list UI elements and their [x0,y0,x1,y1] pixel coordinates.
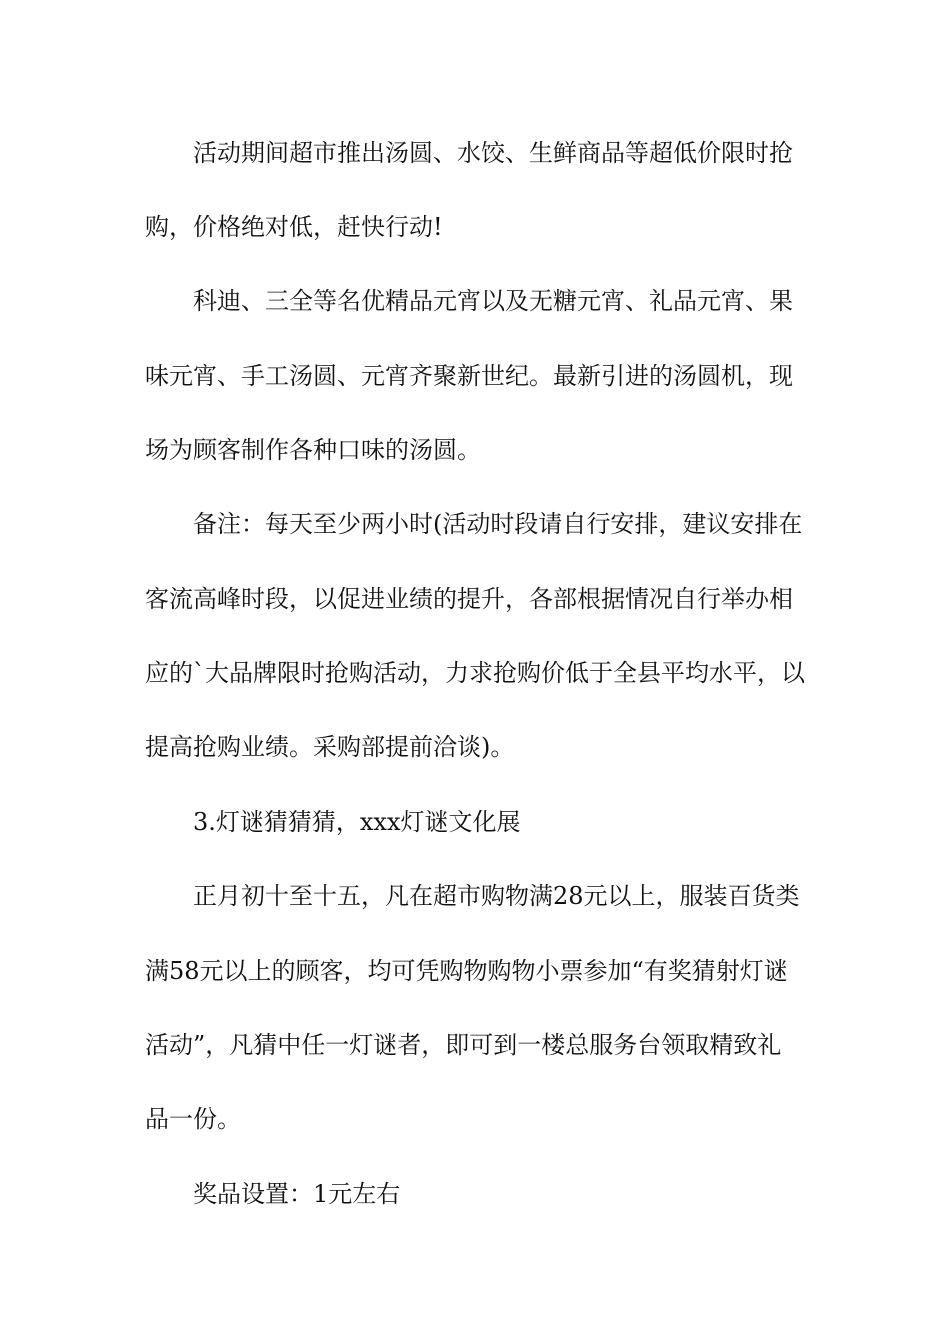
text-line: 活动期间超市推出汤圆、水饺、生鲜商品等超低价限时抢 [193,139,793,167]
text-line: 购，价格绝对低，赶快行动! [145,213,443,241]
text-line: 备注：每天至少两小时(活动时段请自行安排，建议安排在 [193,510,803,538]
text-line: 应的`大品牌限时抢购活动，力求抢购价低于全县平均水平，以 [145,659,805,687]
text-line: 满58元以上的顾客，均可凭购物购物小票参加“有奖猜射灯谜 [145,957,788,985]
text-line: 正月初十至十五，凡在超市购物满28元以上，服装百货类 [193,882,800,910]
text-line: 场为顾客制作各种口味的汤圆。 [145,436,481,464]
text-line: 科迪、三全等名优精品元宵以及无糖元宵、礼品元宵、果 [193,287,793,315]
text-line: 客流高峰时段，以促进业绩的提升，各部根据情况自行举办相 [145,585,793,613]
section-heading: 3.灯谜猜猜猜，xxx灯谜文化展 [193,808,521,836]
text-line: 品一份。 [145,1105,241,1133]
text-line: 提高抢购业绩。采购部提前洽谈)。 [145,733,515,761]
text-line: 奖品设置：1元左右 [193,1180,401,1208]
text-line: 活动”，凡猜中任一灯谜者，即可到一楼总服务台领取精致礼 [145,1031,782,1059]
text-line: 味元宵、手工汤圆、元宵齐聚新世纪。最新引进的汤圆机，现 [145,362,793,390]
